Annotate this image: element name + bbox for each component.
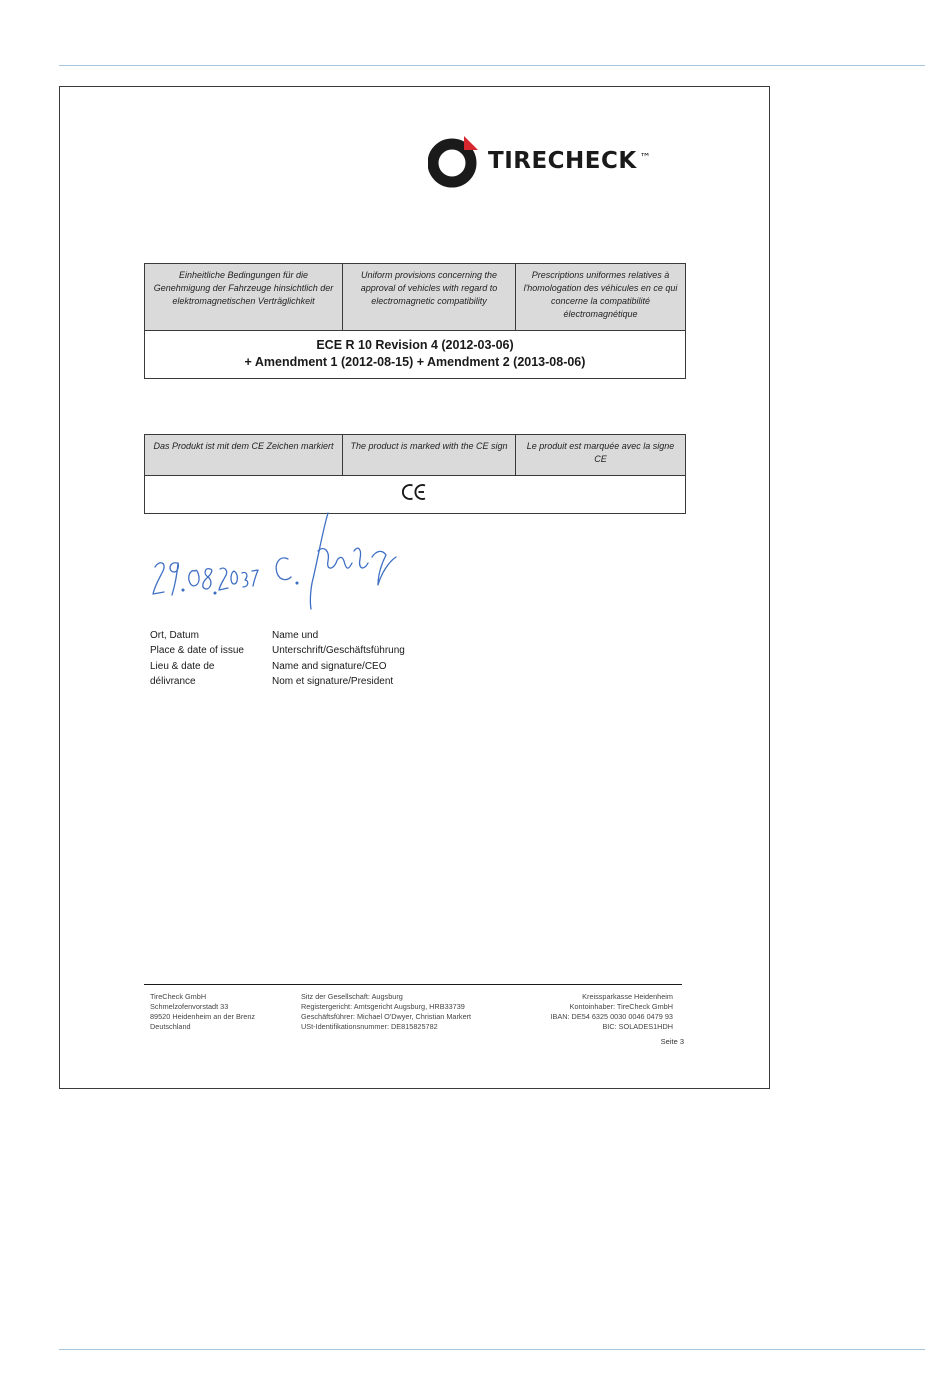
header-cell-french: Prescriptions uniformes relatives à l'homologation des véhicules en ce qui concerne la compatibilité électromagnétique — [515, 264, 685, 330]
ce-header-cell-german: Das Produkt ist mit dem CE Zeichen markiert — [153, 441, 334, 451]
footer-line: USt-Identifikationsnummer: DE815825782 — [301, 1022, 438, 1031]
tirecheck-logo-icon — [428, 133, 480, 189]
handwritten-signature-area — [150, 511, 410, 621]
ce-header-cell-french: Le produit est marquée avec la signe CE — [515, 435, 685, 475]
ce-table-header — [145, 435, 685, 476]
footer-legal-info — [301, 992, 471, 1032]
name-signature-label — [272, 628, 405, 690]
footer-divider — [144, 984, 682, 985]
regulation-reference — [145, 331, 685, 371]
footer-line: Registergericht: Amtsgericht Augsburg, HRB33739 — [301, 1002, 465, 1011]
ce-table — [144, 434, 686, 514]
footer-line: TireCheck GmbH — [150, 992, 207, 1001]
page-number: Seite 3 — [660, 1037, 684, 1046]
footer-line: Kontoinhaber: TireCheck GmbH — [569, 1002, 673, 1011]
footer-line: 89520 Heidenheim an der Brenz — [150, 1012, 256, 1021]
footer-line: Sitz der Gesellschaft: Augsburg — [301, 992, 403, 1001]
handwritten-date-and-signature — [150, 511, 410, 621]
regulation-line-1: ECE R 10 Revision 4 (2012-03-06) — [316, 338, 514, 352]
label-line: Ort, Datum — [150, 630, 199, 641]
place-date-label — [150, 628, 244, 690]
footer-bank-details — [550, 992, 673, 1032]
bottom-rule — [59, 1349, 925, 1350]
label-line: Lieu & date de — [150, 660, 215, 672]
approval-table-header — [145, 264, 685, 331]
ce-mark-cell — [145, 476, 685, 506]
label-line: Place & date of issue — [150, 645, 244, 657]
approval-table — [144, 263, 686, 379]
label-line: Unterschrift/Geschäftsführung — [272, 645, 405, 657]
footer-line: BIC: SOLADES1HDH — [602, 1022, 673, 1031]
ce-header-cell-english: The product is marked with the CE sign — [342, 435, 515, 475]
label-line: Nom et signature/President — [272, 676, 394, 688]
regulation-line-2: + Amendment 1 (2012-08-15) + Amendment 2 (2013-08-06) — [244, 355, 586, 369]
document-page — [59, 86, 770, 1089]
label-line: Name and signature/CEO — [272, 660, 387, 672]
header-cell-german: Einheitliche Bedingungen für die Genehmigung der Fahrzeuge hinsichtlich der elektromagnetischen Verträglichkeit — [153, 270, 334, 306]
footer-line: Schmelzofenvorstadt 33 — [150, 1002, 229, 1011]
company-logo — [428, 133, 651, 189]
top-rule — [59, 65, 925, 66]
label-line: Name und — [272, 630, 319, 641]
label-line: délivrance — [150, 676, 196, 688]
footer-line: Deutschland — [150, 1022, 191, 1031]
footer-line: IBAN: DE54 6325 0030 0046 0479 93 — [550, 1012, 673, 1021]
ce-mark-icon — [402, 483, 428, 501]
trademark-symbol: ™ — [639, 150, 651, 164]
footer-line: Kreissparkasse Heidenheim — [582, 992, 673, 1001]
header-cell-english: Uniform provisions concerning the approval of vehicles with regard to electromagnetic compatibility — [342, 264, 515, 330]
footer-line: Geschäftsführer: Michael O'Dwyer, Christian Markert — [301, 1012, 472, 1021]
footer-company-address — [150, 992, 255, 1032]
brand-name: TIRECHECK — [488, 148, 637, 174]
